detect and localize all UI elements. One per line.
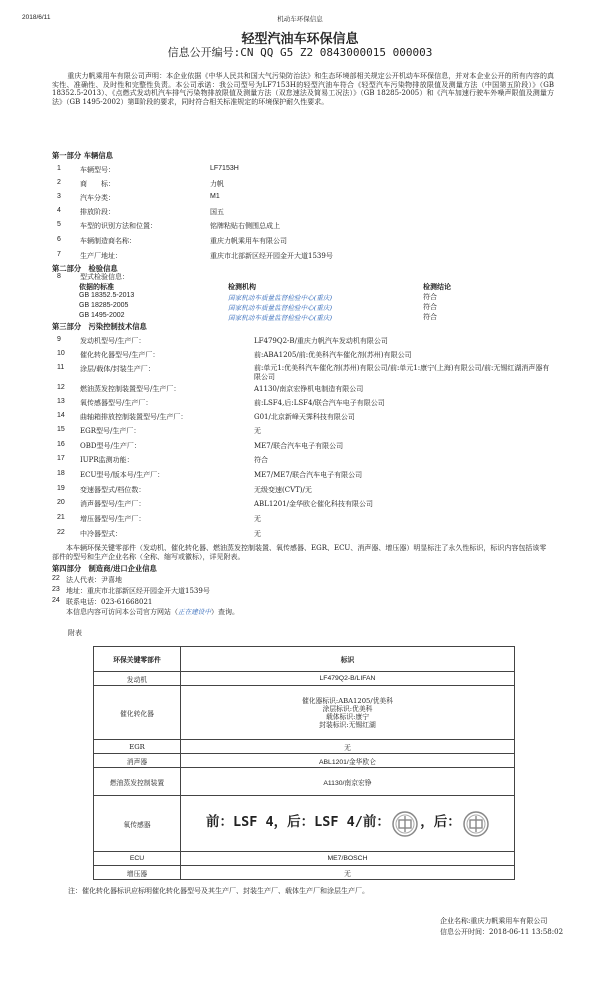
row-value: ME7/ME7/联合汽车电子有限公司	[254, 471, 363, 479]
part1-heading: 第一部分 车辆信息	[52, 151, 113, 160]
row-value: 前:ABA1205/前:优美科汽车催化剂(苏州)有限公司	[254, 351, 412, 359]
row-value: 国五	[210, 208, 224, 216]
row-label: 中冷器型式：	[80, 530, 122, 538]
part-mark: 无	[181, 866, 515, 880]
row-label: 商 标：	[80, 180, 115, 188]
catalyst-mark-line: 载体标识:康宁	[325, 712, 370, 721]
table-row	[94, 686, 515, 740]
row-label: ECU型号/版本号/生产厂：	[80, 471, 165, 479]
site-title: 机动车环保信息	[277, 15, 323, 23]
row-label: 车辆制造商名称：	[80, 237, 136, 245]
website-link[interactable]: 正在建设中	[178, 608, 211, 616]
footer-publish-time: 信息公开时间：2018-06-11 13:58:02	[440, 928, 564, 936]
row-value: 重庆力帆乘用车有限公司	[210, 237, 287, 245]
row-number: 11	[57, 364, 65, 371]
part-name: 燃油蒸发控制装置	[94, 768, 181, 796]
row-number: 20	[57, 499, 65, 506]
table-row	[94, 866, 515, 880]
row-value: A1130/南京宏铮机电制造有限公司	[254, 385, 364, 393]
test-standard: GB 18352.5-2013	[79, 292, 135, 299]
row-value: 无	[254, 530, 261, 538]
test-result: 符合	[423, 313, 437, 321]
row-label: 燃油蒸发控制装置型号/生产厂：	[80, 385, 181, 393]
bosch-logo-icon	[392, 811, 418, 837]
col-result: 检测结论	[423, 282, 451, 291]
row-number: 22	[52, 575, 60, 582]
part-mark: LF479Q2-B/LIFAN	[181, 672, 515, 686]
catalyst-mark-line: 涂层标识:优美科	[322, 704, 373, 713]
row-label: 汽车分类：	[80, 194, 115, 202]
row-value: 无级变速(CVT)/无	[254, 486, 312, 494]
test-result: 符合	[423, 303, 437, 311]
test-standard: GB 1495-2002	[79, 312, 125, 319]
row-value: 符合	[254, 456, 268, 464]
row-number: 5	[57, 221, 61, 228]
o2-front-text: 前：LSF 4，后：LSF 4/前：	[206, 814, 390, 830]
part-name: ECU	[94, 852, 181, 866]
catalyst-marks	[181, 686, 515, 740]
row-number: 21	[57, 514, 65, 521]
part2-heading: 第二部分 检验信息	[52, 264, 118, 273]
row-number: 1	[57, 165, 61, 172]
appendix-note: 注：催化转化器标识应标明催化转化器型号及其生产厂、封装生产厂、载体生产厂和涂层生产厂。	[68, 887, 369, 895]
table-row	[94, 796, 515, 852]
row-label: 型式检验信息：	[80, 273, 129, 281]
part3-note: 本车辆环保关键零部件（发动机、催化转化器、燃油蒸发控制装置、氧传感器、EGR、ECU、消声器、增压器）明显标注了永久性标识，标识内容包括该零部件的型号和生产企业名称（全称、缩写或徽标），详见附表。	[52, 544, 547, 561]
part-mark: ABL1201/金华欧仑	[181, 754, 515, 768]
print-date: 2018/6/11	[22, 14, 51, 21]
test-agency-link[interactable]: 国家机动车质量监督检验中心(重庆)	[228, 294, 333, 302]
row-value: 无	[254, 427, 261, 435]
row-value: G01/北京新峰天霁科技有限公司	[254, 413, 355, 421]
part-name: 消声器	[94, 754, 181, 768]
row-number: 6	[57, 236, 61, 243]
row-label: 曲轴箱排放控制装置型号/生产厂：	[80, 413, 188, 421]
row-number: 3	[57, 193, 61, 200]
catalyst-mark-line: 催化器标识:ABA1205/优美科	[301, 696, 394, 705]
row-label: 增压器型号/生产厂：	[80, 515, 146, 523]
row-label: 车型的识别方法和位置：	[80, 222, 157, 230]
row-label: 排放阶段：	[80, 208, 115, 216]
part-mark: ME7/BOSCH	[181, 852, 515, 866]
row-number: 8	[57, 273, 61, 280]
test-result: 符合	[423, 293, 437, 301]
bosch-logo-icon	[463, 811, 489, 837]
row-value: ME7/联合汽车电子有限公司	[254, 442, 344, 450]
row-value: 前:LSF4,后:LSF4/联合汽车电子有限公司	[254, 399, 385, 407]
col-part-header: 环保关键零部件	[94, 647, 181, 672]
col-mark-header: 标识	[181, 647, 515, 672]
table-row	[94, 754, 515, 768]
row-value: 无	[254, 515, 261, 523]
part-name: 催化转化器	[94, 686, 181, 740]
row-number: 23	[52, 586, 60, 593]
contact-line: 联系电话：023-61668021	[66, 598, 153, 606]
row-value: ABL1201/金华欧仑催化科技有限公司	[254, 500, 374, 508]
table-row	[94, 852, 515, 866]
row-label: 发动机型号/生产厂：	[80, 337, 146, 345]
row-number: 2	[57, 179, 61, 186]
table-row	[94, 740, 515, 754]
row-number: 22	[57, 529, 65, 536]
row-number: 10	[57, 350, 65, 357]
document-title: 轻型汽油车环保信息	[241, 32, 359, 47]
row-value: 重庆市北部新区经开园金开大道1539号	[210, 252, 333, 260]
part-mark: 无	[181, 740, 515, 754]
website-suffix: ）查询。	[210, 608, 239, 616]
test-agency-link[interactable]: 国家机动车质量监督检验中心(重庆)	[228, 304, 333, 312]
row-number: 14	[57, 412, 65, 419]
row-number: 18	[57, 470, 65, 477]
row-number: 9	[57, 336, 61, 343]
test-standard: GB 18285-2005	[79, 302, 129, 309]
row-label: 生产厂地址：	[80, 252, 122, 260]
contact-line: 地址：重庆市北部新区经开园金开大道1539号	[66, 587, 210, 595]
o2-rear-text: ，后：	[420, 814, 461, 830]
row-label: 氧传感器型号/生产厂：	[80, 399, 153, 407]
table-row	[94, 768, 515, 796]
row-number: 7	[57, 251, 61, 258]
row-number: 13	[57, 398, 65, 405]
part4-heading: 第四部分 制造商/进口企业信息	[52, 564, 157, 573]
col-agency: 检测机构	[228, 282, 256, 291]
appendix-label: 附表	[68, 629, 82, 637]
row-value: 前:单元1:优美科汽车催化剂(苏州)有限公司/前:单元1:康宁(上海)有限公司/前:无锡红湖消声器有限公司	[254, 364, 550, 381]
row-label: EGR型号/生产厂：	[80, 427, 141, 435]
declaration-paragraph: 重庆力帆乘用车有限公司声明：本企业依据《中华人民共和国大气污染防治法》和生态环境部相关规定公开机动车环保信息，并对本企业公开的所有内容的真实性、准确性、及时性和完整性负责。本公司承诺：我公司型号为LF7153H的轻型汽油车符合《轻型汽车污染物排放限值及测量方法（中国第五阶段）》（GB 18352.5-2013）、《点燃式发动机汽车排气污染物排放限值及测量方法（双怠速法及简易工况法）》（GB 18285-2005）和《汽车加速行驶车外噪声限值及测量方法》（GB 1495-2002）第Ⅱ阶段的要求，同时符合相关标准规定的环境保护耐久性要求。	[52, 72, 554, 106]
website-line	[66, 606, 239, 617]
part-mark: A1130/南京宏铮	[181, 768, 515, 796]
row-number: 24	[52, 597, 60, 604]
row-label: 催化转化器型号/生产厂：	[80, 351, 160, 359]
row-number: 17	[57, 455, 65, 462]
part-name: 发动机	[94, 672, 181, 686]
row-number: 16	[57, 441, 65, 448]
contact-line: 法人代表：尹喜地	[66, 576, 122, 584]
row-label: 涂层/载体/封装生产厂：	[80, 365, 155, 373]
row-number: 4	[57, 207, 61, 214]
row-label: 变速器型式/档位数：	[80, 486, 146, 494]
catalyst-mark-line: 封装标识:无锡红湖	[319, 720, 376, 729]
row-number: 12	[57, 384, 65, 391]
row-value: M1	[210, 193, 220, 200]
footer-company: 企业名称:重庆力帆乘用车有限公司	[440, 917, 548, 925]
part-name: 增压器	[94, 866, 181, 880]
col-standard: 依据的标准	[79, 282, 114, 291]
row-value: 铭牌粘贴右侧围总成上	[210, 222, 280, 230]
row-value: LF479Q2-B/重庆力帆汽车发动机有限公司	[254, 337, 388, 345]
appendix-table	[93, 646, 515, 880]
part-name: 氧传感器	[94, 796, 181, 852]
row-value: LF7153H	[210, 165, 239, 172]
row-value: 力帆	[210, 180, 224, 188]
part3-heading: 第三部分 污染控制技术信息	[52, 322, 147, 331]
test-agency-link[interactable]: 国家机动车质量监督检验中心(重庆)	[228, 314, 333, 322]
part-name: EGR	[94, 740, 181, 754]
o2-marks	[181, 796, 515, 852]
info-number: 信息公开编号:CN QQ G5 Z2 0843000015 000003	[167, 46, 433, 59]
row-label: IUPR监测功能：	[80, 456, 134, 464]
row-number: 19	[57, 485, 65, 492]
table-row	[94, 672, 515, 686]
row-label: 消声器型号/生产厂：	[80, 500, 146, 508]
row-number: 15	[57, 426, 65, 433]
website-prefix: 本信息内容可访问本公司官方网站（	[66, 608, 178, 616]
row-label: OBD型号/生产厂：	[80, 442, 141, 450]
row-label: 车辆型号：	[80, 166, 115, 174]
